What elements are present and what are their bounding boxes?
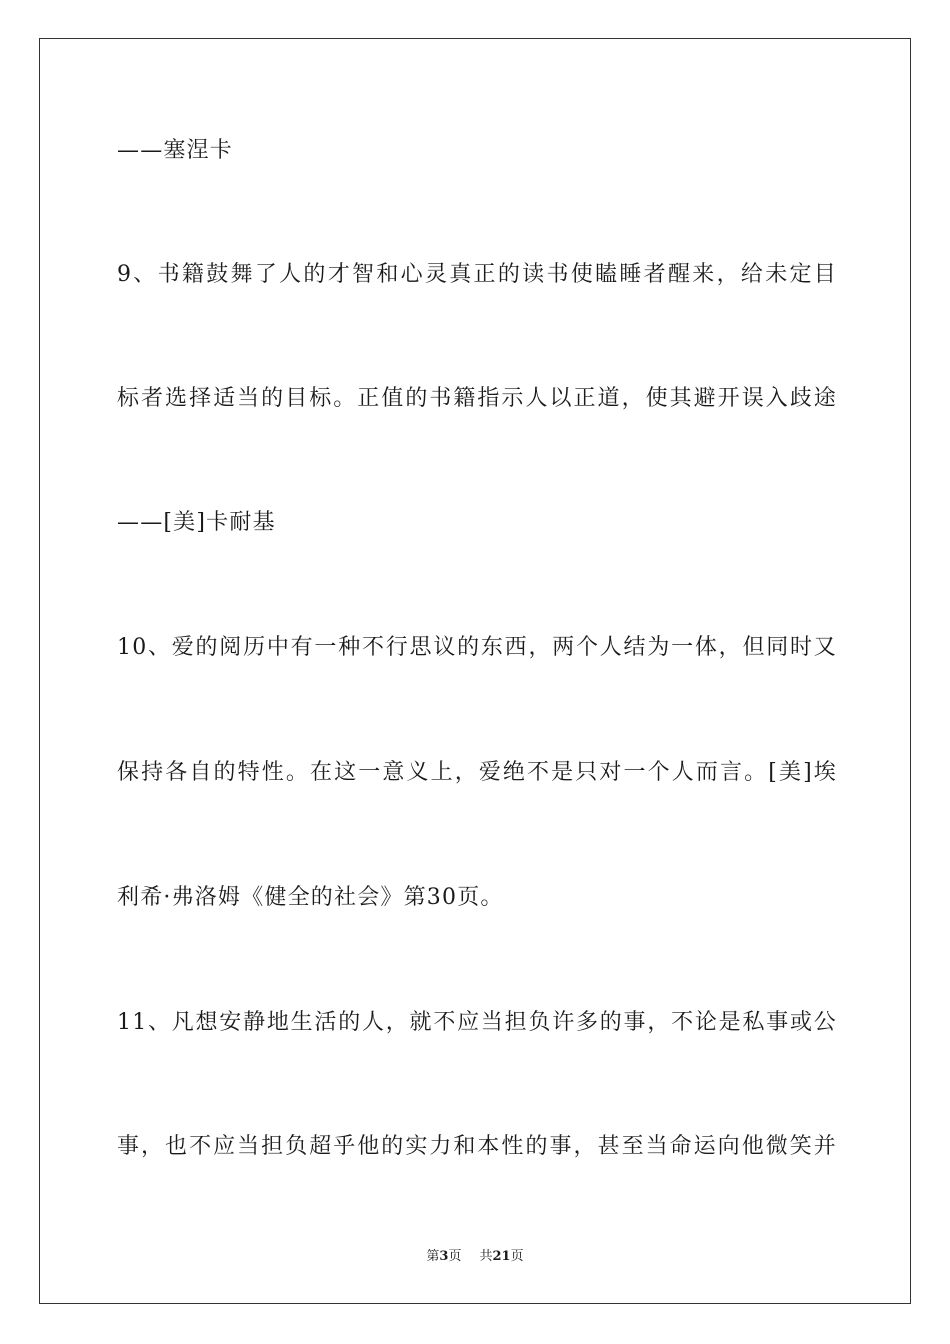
text-line-quote-10-part-3: 利希·弗洛姆《健全的社会》第30页。 [117,885,504,910]
text-line-quote-11-part-1: 11、凡想安静地生活的人，就不应当担负许多的事，不论是私事或公 [117,1010,837,1035]
text-line-quote-9-part-1: 9、书籍鼓舞了人的才智和心灵真正的读书使瞌睡者醒来，给未定目 [117,262,837,287]
total-number: 21 [492,1249,511,1264]
total-pages-label [479,1248,523,1266]
page-number: 3 [439,1249,449,1264]
total-suffix: 页 [510,1249,524,1264]
total-prefix: 共 [479,1249,493,1264]
text-line-quote-10-part-2: 保持各自的特性。在这一意义上，爱绝不是只对一个人而言。[美]埃 [117,760,837,785]
text-line-quote-11-part-2: 事，也不应当担负超乎他的实力和本性的事，甚至当命运向他微笑并 [117,1134,837,1159]
text-line-quote-9-part-2: 标者选择适当的目标。正值的书籍指示人以正道，使其避开误入歧途 [117,386,837,411]
text-line-attribution-seneca: ——塞涅卡 [117,138,234,163]
text-line-attribution-carnegie: ——[美]卡耐基 [117,510,276,535]
text-line-quote-10-part-1: 10、爱的阅历中有一种不行思议的东西，两个人结为一体，但同时又 [117,635,837,660]
page-prefix: 第 [426,1249,440,1264]
page-suffix: 页 [448,1249,462,1264]
page-number-label [426,1248,461,1266]
page-footer [0,1248,950,1266]
page-frame [39,38,911,1304]
